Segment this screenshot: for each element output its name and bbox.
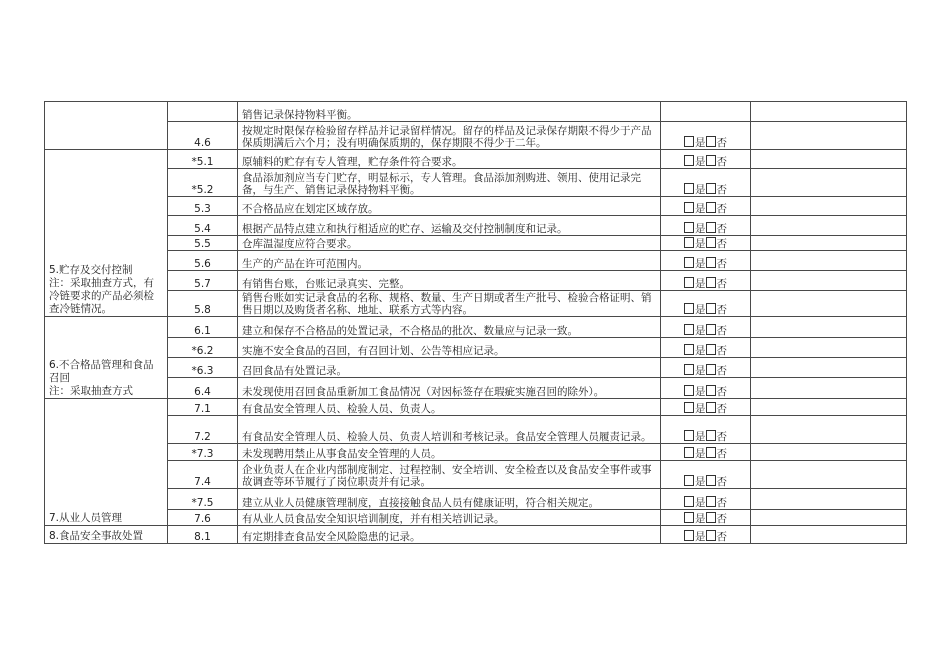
no-checkbox[interactable] xyxy=(706,364,716,375)
no-checkbox[interactable] xyxy=(706,155,716,166)
result-cell xyxy=(661,338,751,358)
no-label: 否 xyxy=(716,476,727,488)
no-label: 否 xyxy=(716,304,727,316)
remarks-cell[interactable] xyxy=(751,291,907,317)
item-code: *6.3 xyxy=(168,358,238,378)
yes-label: 是 xyxy=(695,325,706,337)
item-code: 5.5 xyxy=(168,236,238,251)
result-cell xyxy=(661,216,751,236)
yes-label: 是 xyxy=(695,345,706,357)
no-label: 否 xyxy=(716,448,727,460)
no-checkbox[interactable] xyxy=(706,496,716,507)
yes-checkbox[interactable] xyxy=(684,385,694,396)
table-row xyxy=(45,169,907,197)
table-row xyxy=(45,122,907,150)
category-text: 6.不合格品管理和食品召回 xyxy=(49,359,154,384)
item-code: *7.3 xyxy=(168,444,238,461)
yes-label: 是 xyxy=(695,513,706,525)
yes-label: 是 xyxy=(695,403,706,415)
no-label: 否 xyxy=(716,365,727,377)
result-cell xyxy=(661,271,751,291)
item-content: 未发现聘用禁止从事食品安全管理的人员。 xyxy=(238,444,661,461)
item-code: *5.1 xyxy=(168,150,238,169)
category-text: 注：采取抽查方式 xyxy=(49,385,133,397)
category-text: 5.贮存及交付控制 xyxy=(49,264,133,276)
item-content: 建立从业人员健康管理制度，直接接触食品人员有健康证明，符合相关规定。 xyxy=(238,489,661,510)
item-code: 4.6 xyxy=(168,122,238,150)
yes-checkbox[interactable] xyxy=(684,496,694,507)
remarks-cell[interactable] xyxy=(751,510,907,526)
yes-checkbox[interactable] xyxy=(684,430,694,441)
item-code xyxy=(168,102,238,122)
yes-checkbox[interactable] xyxy=(684,324,694,335)
category-cell xyxy=(45,317,168,399)
no-label: 否 xyxy=(716,258,727,270)
result-cell xyxy=(661,358,751,378)
no-label: 否 xyxy=(716,531,727,543)
remarks-cell[interactable] xyxy=(751,251,907,271)
no-label: 否 xyxy=(716,184,727,196)
result-cell xyxy=(661,291,751,317)
no-label: 否 xyxy=(716,513,727,525)
table-row xyxy=(45,358,907,378)
remarks-cell[interactable] xyxy=(751,150,907,169)
no-checkbox[interactable] xyxy=(706,512,716,523)
result-cell xyxy=(661,251,751,271)
yes-checkbox[interactable] xyxy=(684,512,694,523)
yes-checkbox[interactable] xyxy=(684,155,694,166)
inspection-checklist-table xyxy=(44,101,907,544)
item-content: 原辅料的贮存有专人管理，贮存条件符合要求。 xyxy=(238,150,661,169)
result-cell xyxy=(661,169,751,197)
remarks-cell[interactable] xyxy=(751,358,907,378)
remarks-cell[interactable] xyxy=(751,271,907,291)
yes-checkbox[interactable] xyxy=(684,183,694,194)
no-label: 否 xyxy=(716,431,727,443)
table-row xyxy=(45,378,907,399)
remarks-cell[interactable] xyxy=(751,526,907,544)
result-cell xyxy=(661,197,751,216)
remarks-cell[interactable] xyxy=(751,416,907,444)
no-checkbox[interactable] xyxy=(706,303,716,314)
item-content: 销售台账如实记录食品的名称、规格、数量、生产日期或者生产批号、检验合格证明、销售日期以及购货者名称、地址、联系方式等内容。 xyxy=(238,291,661,317)
item-code: *6.2 xyxy=(168,338,238,358)
yes-label: 是 xyxy=(695,184,706,196)
result-cell xyxy=(661,461,751,489)
no-label: 否 xyxy=(716,278,727,290)
result-cell xyxy=(661,444,751,461)
item-code: 5.4 xyxy=(168,216,238,236)
yes-checkbox[interactable] xyxy=(684,257,694,268)
no-label: 否 xyxy=(716,497,727,509)
yes-label: 是 xyxy=(695,223,706,235)
no-checkbox[interactable] xyxy=(706,324,716,335)
item-code: 7.1 xyxy=(168,399,238,416)
table-row xyxy=(45,526,907,544)
yes-label: 是 xyxy=(695,238,706,250)
category-cell xyxy=(45,526,168,544)
table-row xyxy=(45,510,907,526)
yes-checkbox[interactable] xyxy=(684,475,694,486)
table-row xyxy=(45,197,907,216)
table-row xyxy=(45,251,907,271)
yes-checkbox[interactable] xyxy=(684,402,694,413)
yes-checkbox[interactable] xyxy=(684,237,694,248)
no-label: 否 xyxy=(716,325,727,337)
no-label: 否 xyxy=(716,156,727,168)
item-code: 6.1 xyxy=(168,317,238,338)
item-code: 7.4 xyxy=(168,461,238,489)
item-content: 有食品安全管理人员、检验人员、负责人。 xyxy=(238,399,661,416)
item-code: 7.6 xyxy=(168,510,238,526)
yes-checkbox[interactable] xyxy=(684,344,694,355)
yes-checkbox[interactable] xyxy=(684,530,694,541)
item-content: 未发现使用召回食品重新加工食品情况（对因标签存在瑕疵实施召回的除外）。 xyxy=(238,378,661,399)
remarks-cell[interactable] xyxy=(751,489,907,510)
item-content: 销售记录保持物料平衡。 xyxy=(238,102,661,122)
remarks-cell[interactable] xyxy=(751,216,907,236)
no-checkbox[interactable] xyxy=(706,530,716,541)
result-cell xyxy=(661,416,751,444)
table-row xyxy=(45,317,907,338)
table-row xyxy=(45,489,907,510)
remarks-cell[interactable] xyxy=(751,461,907,489)
remarks-cell[interactable] xyxy=(751,317,907,338)
item-content: 不合格品应在划定区域存放。 xyxy=(238,197,661,216)
yes-checkbox[interactable] xyxy=(684,202,694,213)
category-cell xyxy=(45,150,168,317)
table-row xyxy=(45,416,907,444)
yes-label: 是 xyxy=(695,476,706,488)
result-cell xyxy=(661,317,751,338)
item-code: 5.3 xyxy=(168,197,238,216)
no-checkbox[interactable] xyxy=(706,447,716,458)
no-checkbox[interactable] xyxy=(706,344,716,355)
no-checkbox[interactable] xyxy=(706,237,716,248)
remarks-cell[interactable] xyxy=(751,378,907,399)
table-row xyxy=(45,150,907,169)
item-code: 5.7 xyxy=(168,271,238,291)
table-row xyxy=(45,291,907,317)
item-content: 有食品安全管理人员、检验人员、负责人培训和考核记录。食品安全管理人员履责记录。 xyxy=(238,416,661,444)
yes-checkbox[interactable] xyxy=(684,303,694,314)
result-cell xyxy=(661,122,751,150)
table-row xyxy=(45,399,907,416)
remarks-cell[interactable] xyxy=(751,399,907,416)
item-content: 根据产品特点建立和执行相适应的贮存、运输及交付控制制度和记录。 xyxy=(238,216,661,236)
item-content: 食品添加剂应当专门贮存，明显标示，专人管理。食品添加剂购进、领用、使用记录完备，与生产、销售记录保持物料平衡。 xyxy=(238,169,661,197)
item-content: 生产的产品在许可范围内。 xyxy=(238,251,661,271)
item-code: 5.6 xyxy=(168,251,238,271)
yes-checkbox[interactable] xyxy=(684,364,694,375)
item-code: 8.1 xyxy=(168,526,238,544)
result-cell xyxy=(661,102,751,122)
table-row xyxy=(45,216,907,236)
yes-label: 是 xyxy=(695,386,706,398)
item-content: 企业负责人在企业内部制度制定、过程控制、安全培训、安全检查以及食品安全事件或事故调查等环节履行了岗位职责并有记录。 xyxy=(238,461,661,489)
remarks-cell[interactable] xyxy=(751,197,907,216)
result-cell xyxy=(661,150,751,169)
item-content: 召回食品有处置记录。 xyxy=(238,358,661,378)
yes-label: 是 xyxy=(695,278,706,290)
yes-checkbox[interactable] xyxy=(684,277,694,288)
result-cell xyxy=(661,489,751,510)
table-row xyxy=(45,444,907,461)
no-checkbox[interactable] xyxy=(706,475,716,486)
no-checkbox[interactable] xyxy=(706,277,716,288)
item-content: 按规定时限保存检验留存样品并记录留样情况。留存的样品及记录保存期限不得少于产品保质期满后六个月；没有明确保质期的，保存期限不得少于二年。 xyxy=(238,122,661,150)
no-label: 否 xyxy=(716,137,727,149)
yes-label: 是 xyxy=(695,497,706,509)
no-label: 否 xyxy=(716,238,727,250)
no-checkbox[interactable] xyxy=(706,402,716,413)
remarks-cell[interactable] xyxy=(751,236,907,251)
no-checkbox[interactable] xyxy=(706,222,716,233)
item-content: 实施不安全食品的召回，有召回计划、公告等相应记录。 xyxy=(238,338,661,358)
item-code: 6.4 xyxy=(168,378,238,399)
table-row xyxy=(45,271,907,291)
yes-label: 是 xyxy=(695,137,706,149)
yes-label: 是 xyxy=(695,448,706,460)
item-code: 5.8 xyxy=(168,291,238,317)
yes-label: 是 xyxy=(695,258,706,270)
item-content: 仓库温湿度应符合要求。 xyxy=(238,236,661,251)
yes-label: 是 xyxy=(695,431,706,443)
item-content: 有定期排查食品安全风险隐患的记录。 xyxy=(238,526,661,544)
table-row xyxy=(45,338,907,358)
yes-checkbox[interactable] xyxy=(684,222,694,233)
remarks-cell[interactable] xyxy=(751,122,907,150)
no-checkbox[interactable] xyxy=(706,202,716,213)
remarks-cell[interactable] xyxy=(751,169,907,197)
item-code: 7.2 xyxy=(168,416,238,444)
category-cell xyxy=(45,399,168,526)
item-code: *7.5 xyxy=(168,489,238,510)
no-label: 否 xyxy=(716,386,727,398)
yes-checkbox[interactable] xyxy=(684,447,694,458)
yes-label: 是 xyxy=(695,365,706,377)
remarks-cell[interactable] xyxy=(751,338,907,358)
table-row xyxy=(45,236,907,251)
yes-label: 是 xyxy=(695,203,706,215)
no-checkbox[interactable] xyxy=(706,136,716,147)
no-checkbox[interactable] xyxy=(706,257,716,268)
item-content: 有销售台账，台账记录真实、完整。 xyxy=(238,271,661,291)
yes-label: 是 xyxy=(695,156,706,168)
table-row xyxy=(45,461,907,489)
yes-checkbox[interactable] xyxy=(684,136,694,147)
result-cell xyxy=(661,510,751,526)
no-label: 否 xyxy=(716,223,727,235)
category-text: 注：采取抽查方式，有冷链要求的产品必须检查冷链情况。 xyxy=(49,277,154,315)
item-content: 建立和保存不合格品的处置记录，不合格品的批次、数量应与记录一致。 xyxy=(238,317,661,338)
no-label: 否 xyxy=(716,345,727,357)
result-cell xyxy=(661,399,751,416)
category-cell xyxy=(45,102,168,150)
result-cell xyxy=(661,236,751,251)
no-label: 否 xyxy=(716,203,727,215)
remarks-cell[interactable] xyxy=(751,444,907,461)
item-content: 有从业人员食品安全知识培训制度，并有相关培训记录。 xyxy=(238,510,661,526)
no-checkbox[interactable] xyxy=(706,430,716,441)
result-cell xyxy=(661,378,751,399)
no-label: 否 xyxy=(716,403,727,415)
category-text: 7.从业人员管理 xyxy=(49,512,123,524)
category-text: 8.食品安全事故处置 xyxy=(49,530,144,542)
remarks-cell[interactable] xyxy=(751,102,907,122)
item-code: *5.2 xyxy=(168,169,238,197)
table-row xyxy=(45,102,907,122)
yes-label: 是 xyxy=(695,304,706,316)
result-cell xyxy=(661,526,751,544)
no-checkbox[interactable] xyxy=(706,385,716,396)
no-checkbox[interactable] xyxy=(706,183,716,194)
yes-label: 是 xyxy=(695,531,706,543)
